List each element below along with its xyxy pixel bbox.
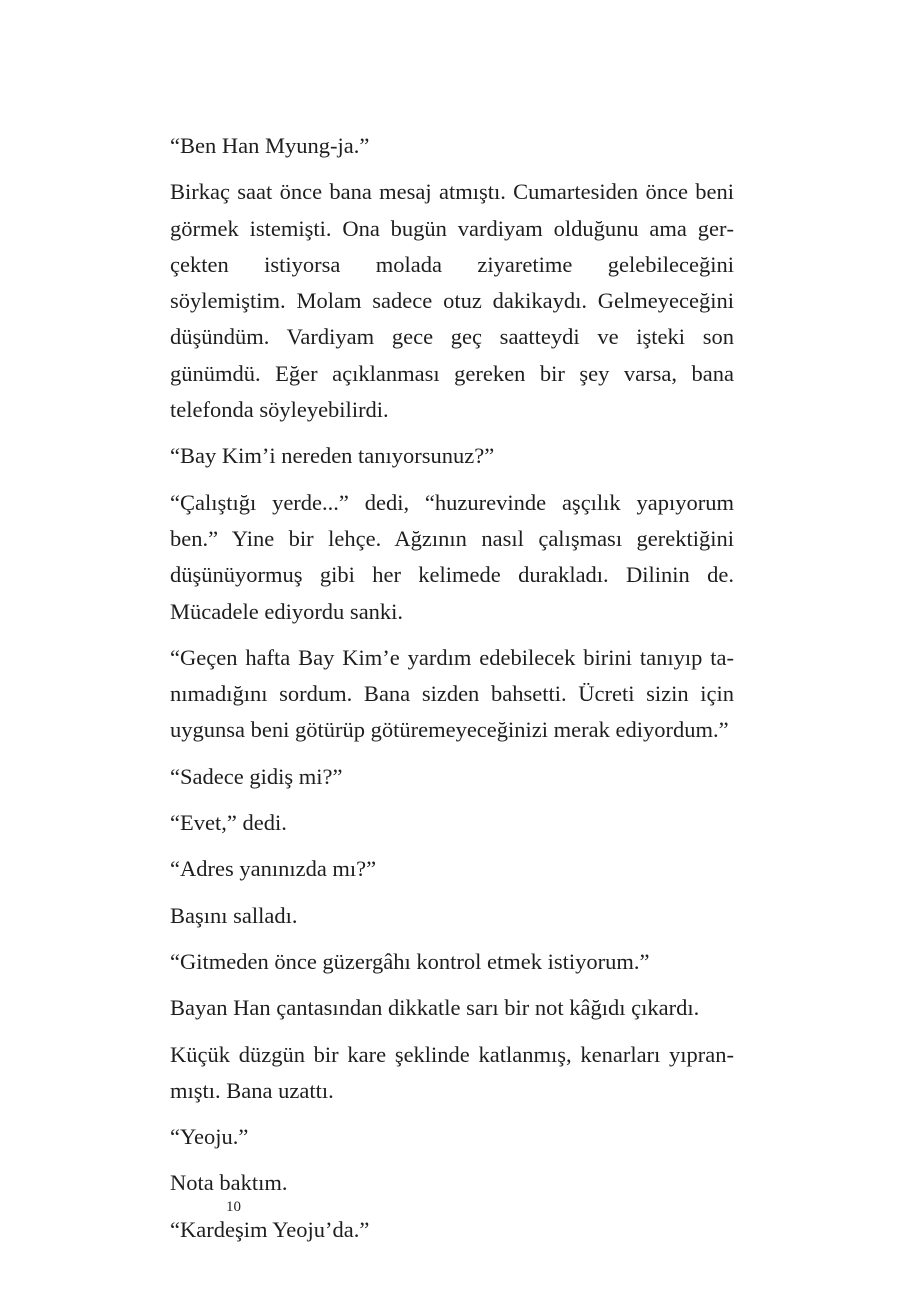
paragraph-10: “Gitmeden önce güzergâhı kontrol etmek istiyorum.”: [170, 948, 650, 974]
paragraph-7: “Evet,” dedi.: [170, 810, 287, 836]
paragraph-4: “Çalıştığı yerde...” dedi, “huzurevinde aşçılık yapıyorum ben.” Yine bir lehçe. Ağzının nasıl çalışması gerektiğini düşünüyormuş gibi her kelimede durakladı. Dilinin de. Mücadele ediyordu sanki.: [170, 489, 734, 624]
paragraph-12: Küçük düzgün bir kare şeklinde katlanmış, kenarları yıpranmıştı. Bana uzattı.: [170, 1041, 734, 1103]
paragraph-14: Nota baktım.: [170, 1170, 288, 1196]
paragraph-1: “Ben Han Myung-ja.”: [170, 133, 370, 158]
paragraph-6: “Sadece gidiş mi?”: [170, 763, 343, 789]
paragraph-3: “Bay Kim’i nereden tanıyorsunuz?”: [170, 443, 495, 469]
paragraph-11: Bayan Han çantasından dikkatle sarı bir not kâğıdı çıkardı.: [170, 995, 700, 1021]
paragraph-5: “Geçen hafta Bay Kim’e yardım edebilecek birini tanıyıp tanımadığını sordum. Bana sizden bahsetti. Ücreti sizin için uygunsa beni götürüp götüremeyeceğinizi merak ediyordum.”: [170, 644, 734, 743]
page-number: 10: [226, 1199, 241, 1215]
paragraph-8: “Adres yanınızda mı?”: [170, 856, 377, 882]
paragraph-15: “Kardeşim Yeoju’da.”: [170, 1216, 370, 1242]
body-text: [170, 128, 734, 1258]
paragraph-13: “Yeoju.”: [170, 1124, 249, 1150]
paragraph-2: Birkaç saat önce bana mesaj atmıştı. Cumartesiden önce beni görmek istemişti. Ona bugün vardiyam olduğunu ama gerçekten istiyorsa molada ziyaretime gelebileceğini söylemiştim. Molam sadece otuz dakikaydı. Gelmeyeceğini düşündüm. Vardiyam gece geç saatteydi ve işteki son günümdü. Eğer açıklanması gereken bir şey varsa, bana telefonda söyleyebilirdi.: [170, 179, 734, 423]
paragraph-9: Başını salladı.: [170, 902, 298, 928]
